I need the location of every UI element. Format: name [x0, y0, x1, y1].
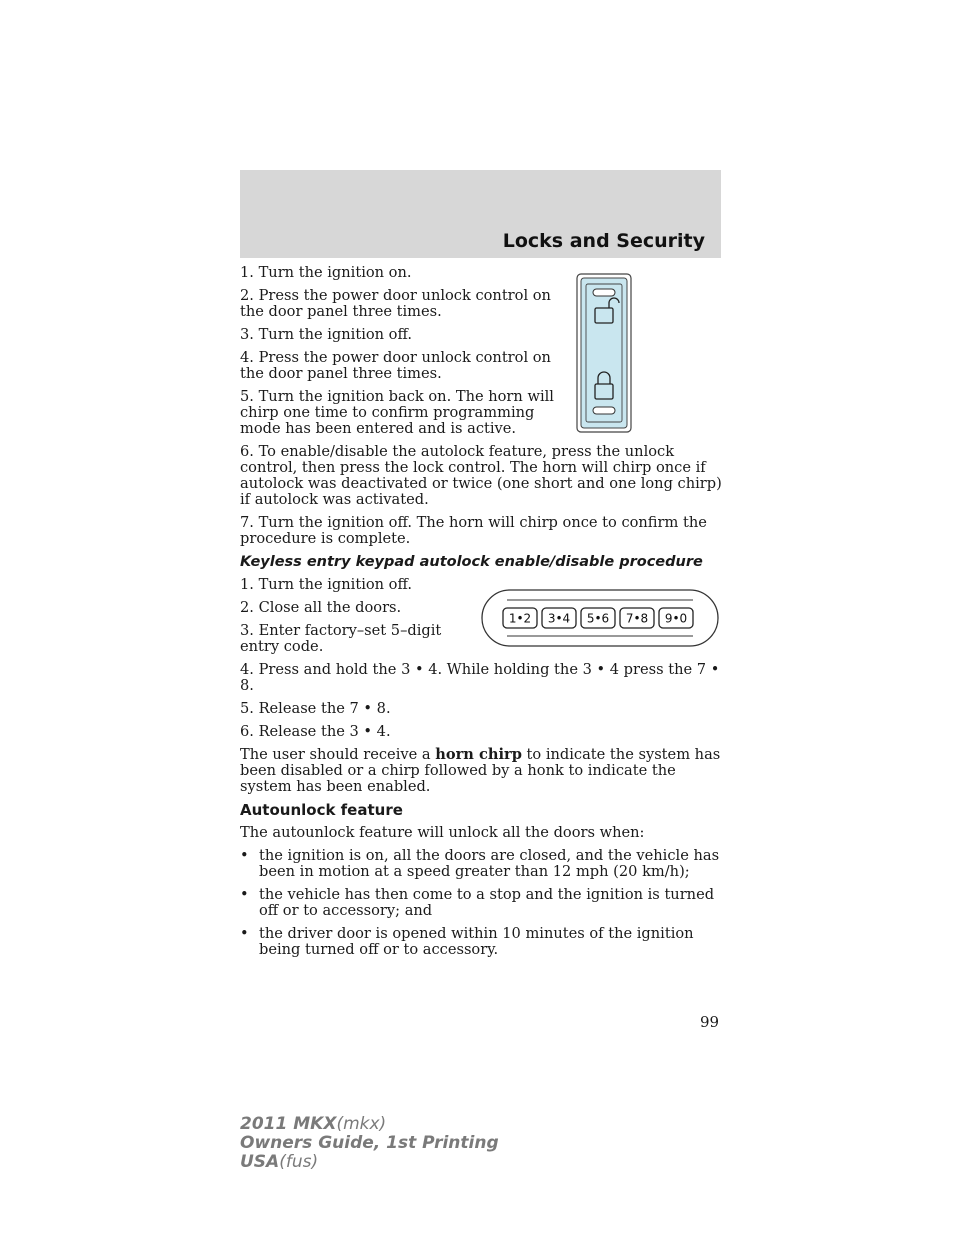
section-title: Locks and Security — [502, 230, 705, 252]
footer-model: 2011 MKX — [240, 1114, 337, 1134]
step-a-7: 7. Turn the ignition off. The horn will chirp once to confirm the procedure is complete. — [240, 514, 707, 547]
footer-line-1 — [240, 1115, 499, 1134]
autounlock-heading: Autounlock feature — [240, 801, 403, 819]
door-lock-control-illustration — [576, 273, 632, 433]
keypad-note-end: to indicate the system has been disabled or a chirp followed by a honk to indicate the system has been enabled. — [240, 746, 721, 795]
footer-market: USA — [240, 1152, 280, 1172]
unlock-button-icon — [593, 289, 615, 296]
lock-button-icon — [593, 407, 615, 414]
list-item-text: the vehicle has then come to a stop and the ignition is turned off or to accessory; and — [259, 886, 715, 919]
list-item — [240, 926, 722, 958]
page-content — [240, 265, 722, 965]
footer-line-2: Owners Guide, 1st Printing — [240, 1133, 499, 1153]
page-number: 99 — [700, 1013, 720, 1031]
keypad-button-label: 9•0 — [664, 611, 688, 626]
keypad-note-start: The user should receive a — [240, 746, 436, 763]
horn-chirp-emphasis: horn chirp — [435, 746, 522, 763]
keypad-button-label: 1•2 — [508, 611, 532, 626]
keypad-step-6: 6. Release the 3 • 4. — [240, 723, 391, 740]
keypad-step-5: 5. Release the 7 • 8. — [240, 700, 391, 717]
keypad-step-3: 3. Enter factory–set 5–digit entry code. — [240, 622, 442, 655]
list-item — [240, 848, 722, 880]
step-a-5: 5. Turn the ignition back on. The horn will chirp one time to confirm programming mode has been entered and is active. — [240, 388, 554, 437]
bullet-dot: • — [240, 925, 249, 942]
keypad-procedure-heading: Keyless entry keypad autolock enable/disable procedure — [240, 554, 703, 570]
keypad-note — [240, 747, 722, 795]
footer-line-3 — [240, 1153, 499, 1172]
keypad-button-label: 5•6 — [586, 611, 610, 626]
step-a-3: 3. Turn the ignition off. — [240, 326, 412, 343]
keypad-step-1: 1. Turn the ignition off. — [240, 576, 412, 593]
step-a-4: 4. Press the power door unlock control on the door panel three times. — [240, 349, 551, 382]
footer-model-code: (mkx) — [336, 1114, 387, 1134]
step-a-1: 1. Turn the ignition on. — [240, 264, 412, 281]
bullet-dot: • — [240, 847, 249, 864]
print-footer — [240, 1115, 499, 1172]
footer-market-code: (fus) — [279, 1152, 319, 1172]
list-item-text: the driver door is opened within 10 minutes of the ignition being turned off or to accessory. — [259, 925, 694, 958]
step-a-2: 2. Press the power door unlock control on the door panel three times. — [240, 287, 551, 320]
keyless-entry-keypad-illustration — [481, 589, 719, 647]
section-header-bar — [240, 170, 721, 258]
list-item — [240, 887, 722, 919]
step-a-6: 6. To enable/disable the autolock feature, press the unlock control, then press the lock control. The horn will chirp once if autolock was deactivated or twice (one short and one long chirp) if autolock was activated. — [240, 443, 722, 508]
keypad-step-2: 2. Close all the doors. — [240, 599, 402, 616]
keypad-step-4: 4. Press and hold the 3 • 4. While holding the 3 • 4 press the 7 • 8. — [240, 661, 720, 694]
autounlock-conditions-list — [240, 848, 722, 958]
keypad-button-label: 3•4 — [547, 611, 571, 626]
bullet-dot: • — [240, 886, 249, 903]
autounlock-intro: The autounlock feature will unlock all the doors when: — [240, 824, 645, 841]
list-item-text: the ignition is on, all the doors are closed, and the vehicle has been in motion at a speed greater than 12 mph (20 km/h); — [259, 847, 720, 880]
keypad-button-label: 7•8 — [625, 611, 649, 626]
